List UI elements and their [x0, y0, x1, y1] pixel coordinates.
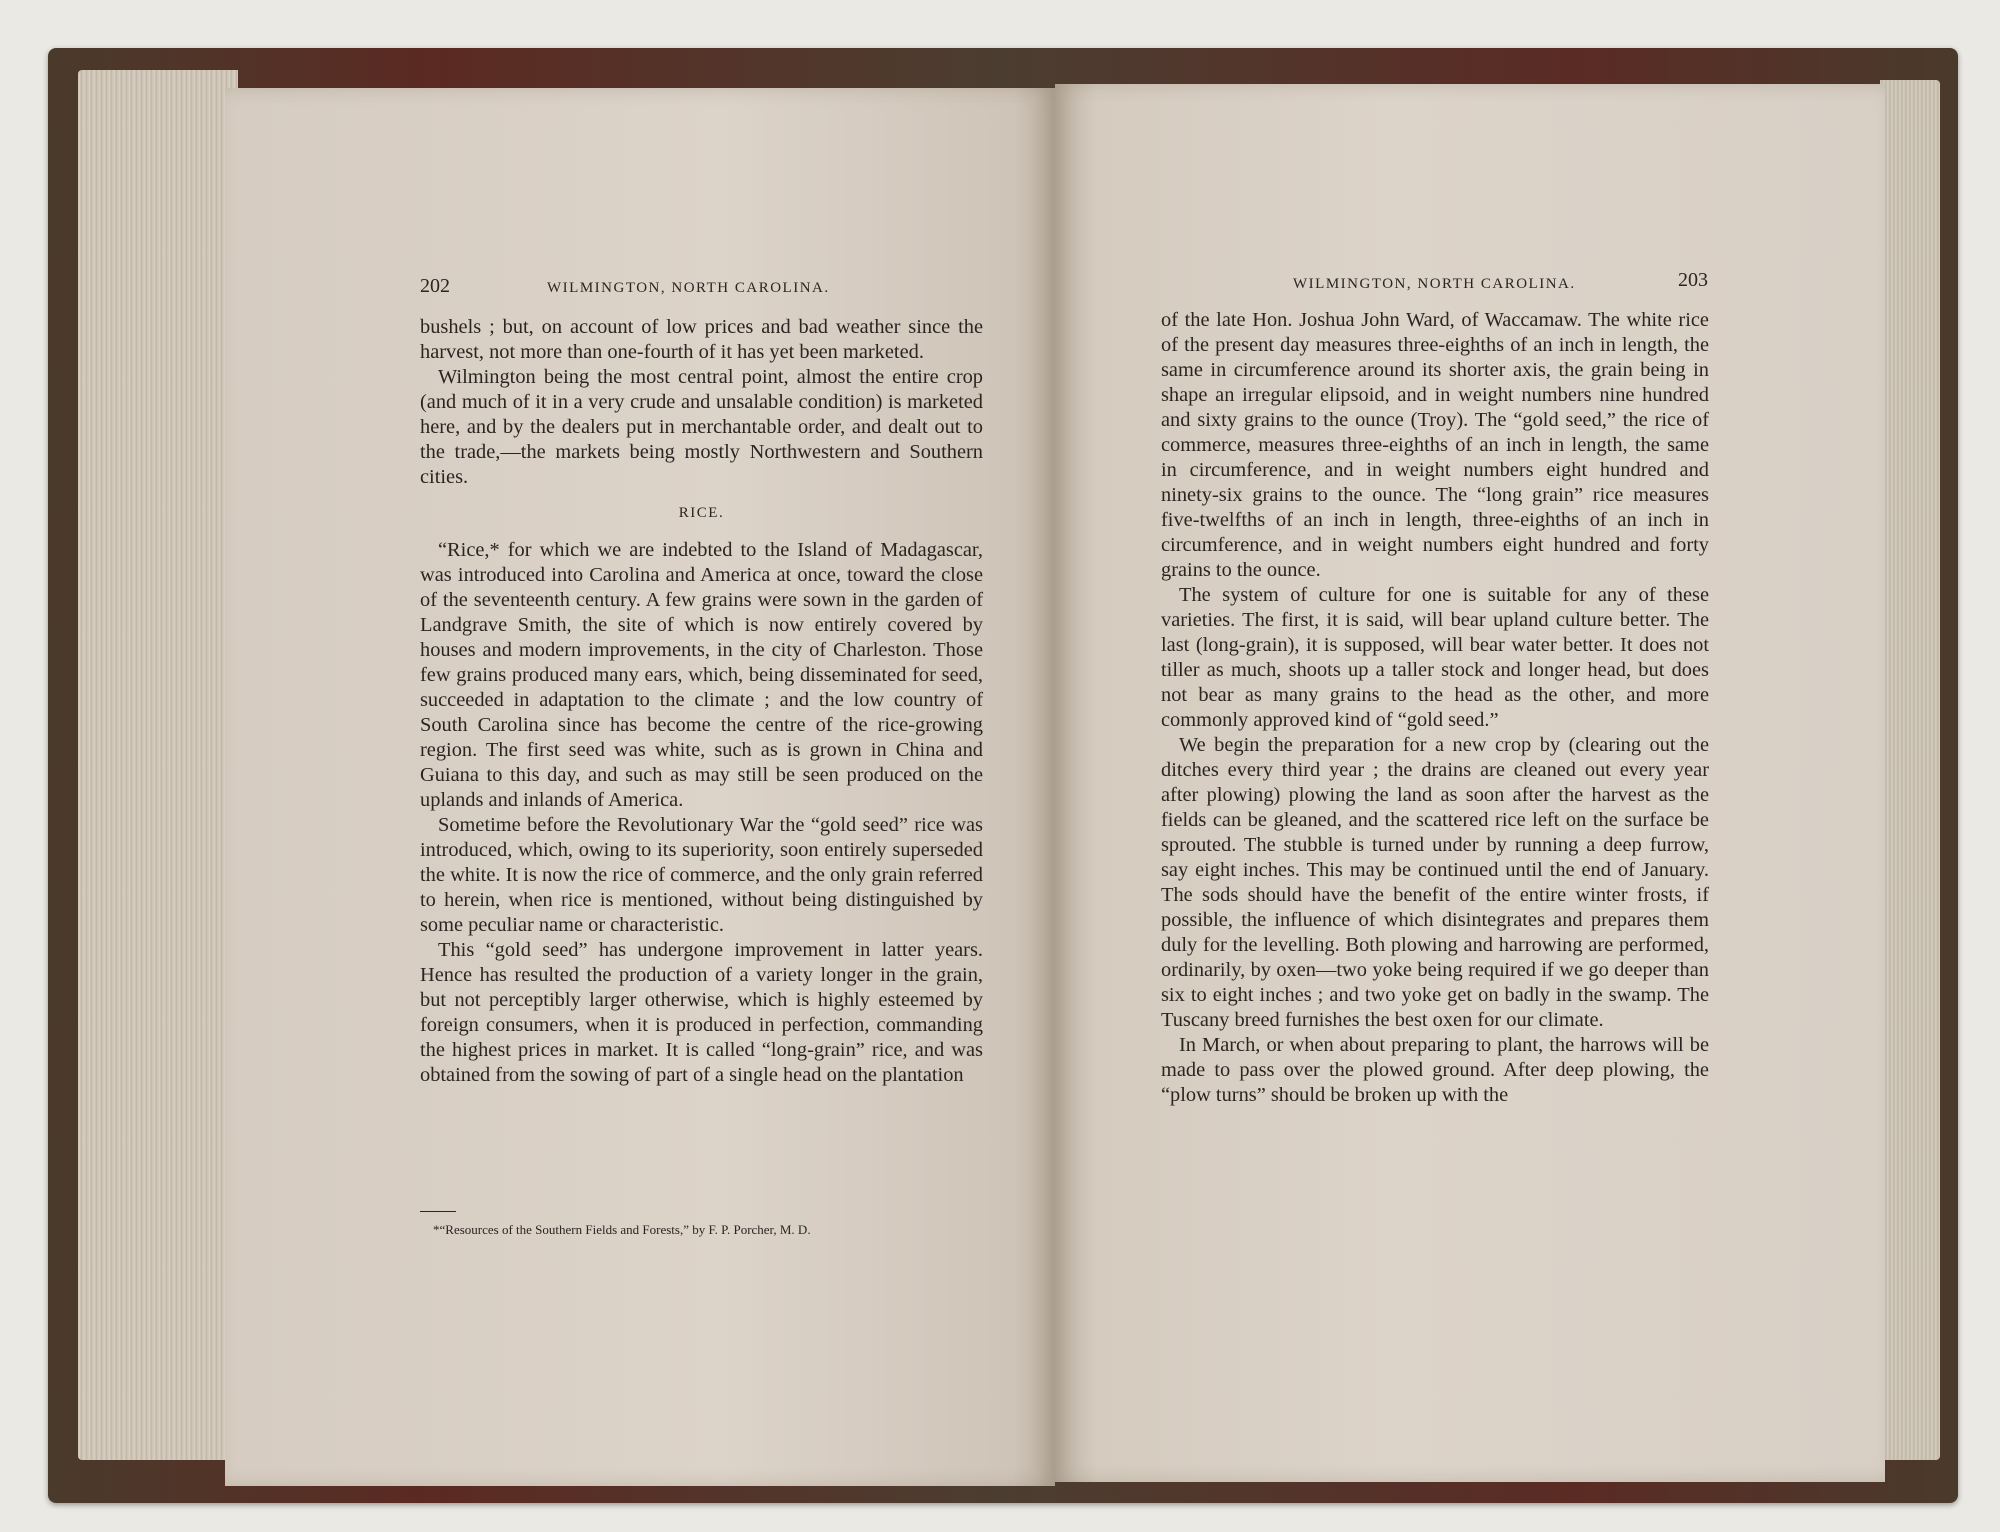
- left-page: [225, 88, 1055, 1486]
- left-page-body: [420, 315, 983, 1088]
- page-edges-left: [78, 70, 238, 1460]
- paragraph: Sometime before the Revolutionary War the “gold seed” rice was introduced, which, owing to its superiority, soon entirely superseded the white. It is now the rice of commerce, and the only grain referred to herein, when rice is mentioned, without being distinguished by some peculiar name or characteristic.: [420, 814, 983, 936]
- right-page-body: [1161, 308, 1709, 1108]
- running-head-right: WILMINGTON, NORTH CAROLINA.: [1293, 276, 1576, 292]
- page-edges-right: [1880, 80, 1940, 1460]
- paragraph: This “gold seed” has undergone improvement in latter years. Hence has resulted the production of a variety longer in the grain, but not perceptibly larger otherwise, which is highly esteemed by foreign consumers, when it is produced in perfection, commanding the highest prices in market. It is called “long-grain” rice, and was obtained from the sowing of part of a single head on the plantation: [420, 939, 983, 1086]
- paragraph: We begin the preparation for a new crop by (clearing out the ditches every third year ; the drains are cleaned out every year after plowing) plowing the land as soon after the harvest as the fields can be gleaned, and the scattered rice left on the surface be sprouted. The stubble is turned under by running a deep furrow, say eight inches. This may be continued until the end of January. The sods should have the benefit of the entire winter frosts, if possible, the influence of which disintegrates and prepares them duly for the levelling. Both plowing and harrowing are performed, ordinarily, by oxen—two yoke being required if we go deeper than six to eight inches ; and two yoke get on badly in the swamp. The Tuscany breed furnishes the best oxen for our climate.: [1161, 734, 1709, 1031]
- footnote: *“Resources of the Southern Fields and Forests,” by F. P. Porcher, M. D.: [433, 1222, 811, 1237]
- page-number-left: 202: [420, 275, 450, 297]
- paragraph: of the late Hon. Joshua John Ward, of Waccamaw. The white rice of the present day measures three-eighths of an inch in length, the same in circumference around its shorter axis, the grain being in shape an irregular elipsoid, and in weight numbers nine hundred and sixty grains to the ounce (Troy). The “gold seed,” the rice of commerce, measures three-eighths of an inch in length, the same in circumference, and in weight numbers eight hundred and ninety-six grains to the ounce. The “long grain” rice measures five-twelfths of an inch in length, three-eighths of an inch in circumference, and in weight numbers eight hundred and forty grains to the ounce.: [1161, 309, 1709, 581]
- paragraph: bushels ; but, on account of low prices and bad weather since the harvest, not more than one-fourth of it has yet been marketed.: [420, 316, 983, 363]
- paragraph: The system of culture for one is suitable for any of these varieties. The first, it is said, will bear upland culture better. The last (long-grain), it is supposed, will bear water better. It does not tiller as much, shoots up a taller stock and longer head, but does not bear as many grains to the head as the other, and more commonly approved kind of “gold seed.”: [1161, 584, 1709, 731]
- page-number-right: 203: [1678, 269, 1708, 291]
- paragraph: Wilmington being the most central point, almost the entire crop (and much of it in a very crude and unsalable condition) is marketed here, and by the dealers put in merchantable order, and dealt out to the trade,—the markets being mostly Northwestern and Southern cities.: [420, 366, 983, 488]
- paragraph: “Rice,* for which we are indebted to the Island of Madagascar, was introduced into Carolina and America at once, toward the close of the seventeenth century. A few grains were sown in the garden of Landgrave Smith, the site of which is now entirely covered by houses and modern improvements, in the city of Charleston. Those few grains produced many ears, which, being disseminated for seed, succeeded in adaptation to the climate ; and the low country of South Carolina since has become the centre of the rice-growing region. The first seed was white, such as is grown in China and Guiana to this day, and such as may still be seen produced on the uplands and inlands of America.: [420, 539, 983, 811]
- footnote-rule: [420, 1211, 456, 1212]
- running-head-left: WILMINGTON, NORTH CAROLINA.: [547, 280, 830, 296]
- paragraph: In March, or when about preparing to plant, the harrows will be made to pass over the plowed ground. After deep plowing, the “plow turns” should be broken up with the: [1161, 1034, 1709, 1106]
- right-page: [1055, 84, 1885, 1482]
- section-title: RICE.: [678, 505, 725, 521]
